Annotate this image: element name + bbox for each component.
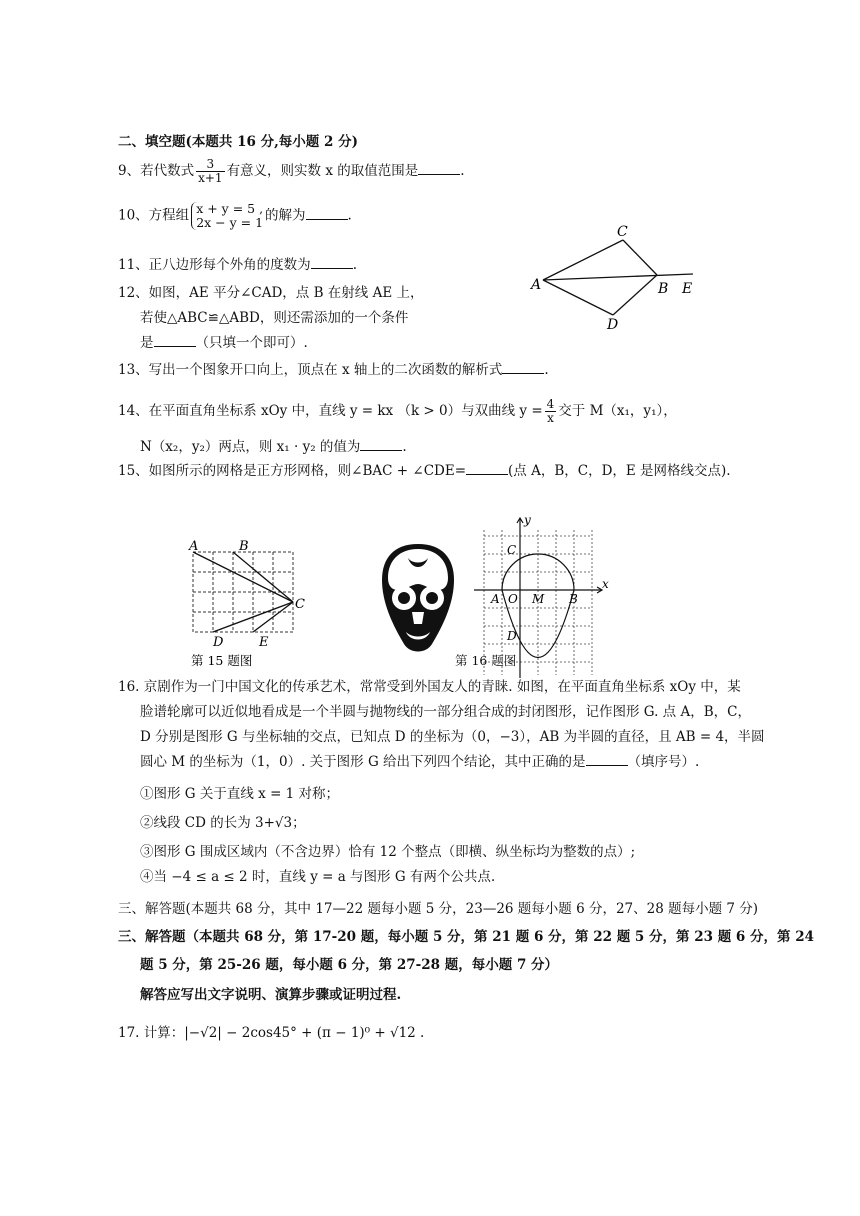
q16-line-1: 16. 京剧作为一门中国文化的传承艺术，常常受到外国友人的青睐. 如图，在平面直角坐标系 xOy 中，某 <box>118 679 741 695</box>
q13-answer-blank <box>502 361 544 374</box>
q9-answer-blank <box>418 162 460 175</box>
fig16-label-d: D <box>507 629 517 643</box>
q9-frac-num: 3 <box>196 158 224 172</box>
q16-line-2: 脸谱轮廓可以近似地看成是一个半圆与抛物线的一部分组合成的封闭图形，记作图形 G. 点 A，B，C， <box>140 704 751 720</box>
question-9 <box>118 158 465 185</box>
section-3-title-b-line-2: 题 5 分，第 25-26 题，每小题 6 分，第 27-28 题，每小题 7 分） <box>140 957 559 973</box>
fig16-label-o: O <box>508 592 518 606</box>
fig16-caption: 第 16 题图 <box>455 653 517 668</box>
q14-frac-num: 4 <box>546 397 555 411</box>
section-2-title: 二、填空题(本题共 16 分,每小题 2 分) <box>118 134 358 150</box>
fig15-label-e: E <box>259 635 269 650</box>
q12-label-c: C <box>617 224 628 240</box>
q14-fraction <box>545 398 557 425</box>
q11-text: 11、正八边形每个外角的度数为 <box>118 257 311 273</box>
q16-option-4: ④当 −4 ≤ a ≤ 2 时，直线 y = a 与图形 G 有两个公共点. <box>140 869 496 885</box>
q15-text-post: (点 A，B，C，D，E 是网格线交点). <box>508 463 731 479</box>
q12-label-b: B <box>658 281 669 297</box>
q12-label-a: A <box>531 277 542 293</box>
q9-fraction <box>196 158 224 185</box>
figure-15 <box>185 540 310 670</box>
q12-line3-post: （只填一个即可）. <box>195 335 308 351</box>
q10-end: . <box>347 207 352 224</box>
q14-answer-blank <box>360 438 402 451</box>
q10-text-post: 的解为 <box>265 207 306 224</box>
q9-text-pre: 9、若代数式 <box>118 163 195 179</box>
q12-label-d: D <box>607 317 619 332</box>
fig15-label-b: B <box>239 540 249 554</box>
q12-figure <box>525 222 705 332</box>
q16-option-3: ③图形 G 围成区域内（不含边界）恰有 12 个整点（即横、纵坐标均为整数的点）; <box>140 844 636 860</box>
q12-label-e: E <box>682 281 693 297</box>
question-10 <box>118 202 352 230</box>
opera-mask-image <box>378 540 458 660</box>
q11-end: . <box>352 257 357 273</box>
q16-line-3: D 分别是图形 G 与坐标轴的交点，已知点 D 的坐标为（0，−3），AB 为半圆的直径，且 AB = 4，半圆 <box>140 729 765 745</box>
q9-end: . <box>460 163 465 179</box>
fig15-label-d: D <box>213 635 224 650</box>
question-17: 17. 计算：|−√2| − 2cos45° + (π − 1)⁰ + √12 . <box>118 1025 425 1041</box>
q12-answer-blank <box>154 334 196 347</box>
section-3-instructions: 解答应写出文字说明、演算步骤或证明过程. <box>140 987 402 1003</box>
q12-line3-pre: 是 <box>140 335 154 351</box>
q14-line2-end: . <box>402 439 407 455</box>
q13-text: 13、写出一个图象开口向上，顶点在 x 轴上的二次函数的解析式 <box>118 362 503 378</box>
fig15-label-c: C <box>295 597 305 612</box>
fig16-label-x: x <box>602 577 609 591</box>
question-14-line-2 <box>140 438 407 456</box>
q14-frac-den: x <box>547 411 554 425</box>
q16-option-2: ②线段 CD 的长为 3+√3； <box>140 815 306 831</box>
q10-eq1: x + y = 5 , <box>196 201 264 216</box>
q16-answer-blank <box>586 753 628 766</box>
question-11 <box>118 256 357 274</box>
q13-end: . <box>544 362 549 378</box>
q10-answer-blank <box>306 207 348 220</box>
question-13 <box>118 361 549 379</box>
q16-line4-pre: 圆心 M 的坐标为（1，0）. 关于图形 G 给出下列四个结论，其中正确的是 <box>140 754 586 770</box>
q14-text-post: 交于 M（x₁，y₁）， <box>558 403 677 419</box>
question-15 <box>118 462 731 480</box>
q11-answer-blank <box>311 256 353 269</box>
fig16-label-a: A <box>491 592 500 606</box>
q14-text-pre: 14、在平面直角坐标系 xOy 中，直线 y = kx （k > 0）与双曲线 y = <box>118 403 543 419</box>
q16-line-4 <box>140 753 699 771</box>
fig16-label-y: y <box>524 513 531 527</box>
q15-text-pre: 15、如图所示的网格是正方形网格，则∠BAC + ∠CDE= <box>118 463 467 479</box>
question-14-line-1 <box>118 398 677 425</box>
q16-option-1: ①图形 G 关于直线 x = 1 对称； <box>140 786 340 802</box>
section-3-title-a: 三、解答题(本题共 68 分，其中 17—22 题每小题 5 分，23—26 题每小题 6 分，27、28 题每小题 7 分) <box>118 901 759 917</box>
fig15-label-a: A <box>189 540 199 554</box>
section-3-title-b-line-1: 三、解答题（本题共 68 分，第 17-20 题，每小题 5 分，第 21 题 6 分，第 22 题 5 分，第 23 题 6 分，第 24 <box>118 929 814 945</box>
q12-line-2: 若使△ABC≌△ABD，则还需添加的一个条件 <box>140 310 409 326</box>
q15-answer-blank <box>466 462 508 475</box>
q12-line-3 <box>140 334 308 352</box>
fig16-label-m: M <box>532 592 545 606</box>
q9-frac-den: x+1 <box>198 171 223 185</box>
q12-line-1: 12、如图，AE 平分∠CAD，点 B 在射线 AE 上， <box>118 285 424 301</box>
q10-text-pre: 10、方程组 <box>118 207 190 224</box>
q14-line2-pre: N（x₂，y₂）两点，则 x₁ · y₂ 的值为 <box>140 439 361 455</box>
q16-line4-post: （填序号）. <box>627 754 700 770</box>
q10-eq2: 2x − y = 1 <box>196 215 264 230</box>
fig16-label-b: B <box>569 592 578 606</box>
fig15-caption: 第 15 题图 <box>191 653 253 668</box>
q10-equation-system <box>191 202 263 230</box>
q9-text-post: 有意义，则实数 x 的取值范围是 <box>226 163 419 179</box>
fig16-label-c: C <box>507 543 517 557</box>
